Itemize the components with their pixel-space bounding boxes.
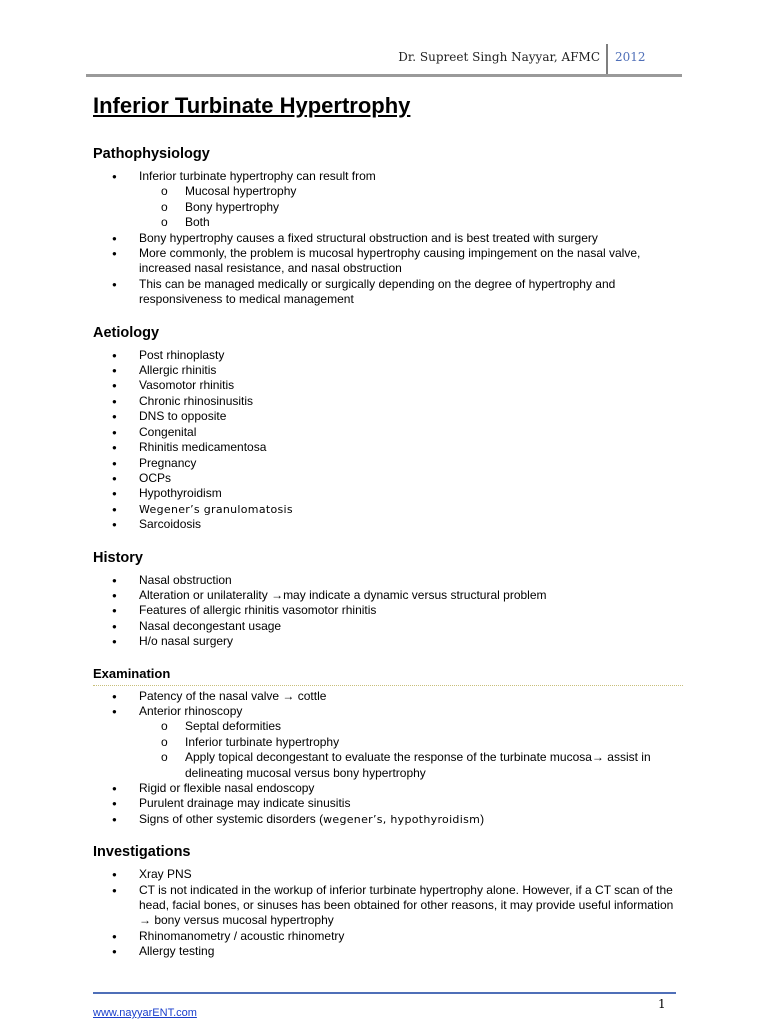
list-item: ● Anterior rhinoscopy o Septal deformities o Inferior turbinate hypertrophy o Apply topical decongestant to evaluate the response of the turbinate mucosa→ assist in delineating mucosal versus bony hypertrophy — [93, 704, 683, 781]
document-body — [93, 92, 683, 975]
bullet-icon: ● — [112, 885, 117, 895]
bullet-icon: ● — [112, 473, 117, 483]
list-item: ● Rhinitis medicamentosa — [112, 440, 267, 455]
list-item: ● H/o nasal surgery — [112, 634, 234, 649]
sublist-item: o Apply topical decongestant to evaluate the response of the turbinate mucosa→ assist in delineating mucosal versus bony hypertrophy — [161, 750, 651, 780]
list-item: ● Inferior turbinate hypertrophy can result from o Mucosal hypertrophy o Bony hypertrophy o Both — [93, 169, 683, 231]
list-item: ● Alteration or unilaterality →may indicate a dynamic versus structural problem — [112, 587, 547, 602]
bullet-icon: ● — [112, 870, 117, 880]
circle-bullet-icon: o — [161, 734, 168, 749]
bullet-icon: ● — [112, 350, 117, 360]
list-item: ● Signs of other systemic disorders (wegener’s, hypothyroidism) — [112, 811, 485, 826]
bullet-icon: ● — [112, 606, 117, 616]
bullet-icon: ● — [112, 396, 117, 406]
bullet-icon: ● — [112, 814, 117, 824]
page-title: Inferior Turbinate Hypertrophy — [93, 93, 411, 118]
list-item: ● Features of allergic rhinitis vasomotor rhinitis — [112, 603, 377, 618]
list-item: ● Patency of the nasal valve → cottle — [112, 688, 327, 703]
bullet-icon: ● — [112, 279, 117, 289]
sublist-item: o Bony hypertrophy — [161, 199, 280, 214]
circle-bullet-icon: o — [161, 719, 168, 734]
list-item: ● Nasal obstruction — [112, 572, 232, 587]
list-item: ● OCPs — [112, 470, 172, 485]
bullet-icon: ● — [112, 575, 117, 585]
bullet-icon: ● — [112, 489, 117, 499]
bullet-icon: ● — [112, 706, 117, 716]
bullet-icon: ● — [112, 172, 117, 181]
circle-bullet-icon: o — [161, 199, 168, 214]
list-item: ● Sarcoidosis — [112, 517, 202, 532]
list-item: ● Post rhinoplasty — [112, 347, 225, 362]
list-item: ● Allergic rhinitis — [112, 363, 217, 378]
list-item: ● More commonly, the problem is mucosal hypertrophy causing impingement on the nasal valve, increased nasal resistance, and nasal obstruction — [112, 246, 641, 276]
list-item: ● DNS to opposite — [112, 409, 227, 424]
aetiology-list — [93, 348, 683, 533]
bullet-icon: ● — [112, 504, 117, 514]
bullet-icon: ● — [112, 458, 117, 468]
dotted-divider — [93, 685, 683, 686]
list-item: ● Rhinomanometry / acoustic rhinometry — [112, 928, 345, 943]
header-year: 2012 — [615, 50, 646, 64]
circle-bullet-icon: o — [161, 184, 168, 199]
bullet-icon: ● — [112, 233, 117, 243]
sublist-item: o Both — [161, 215, 210, 230]
bullet-icon: ● — [112, 381, 117, 391]
circle-bullet-icon: o — [161, 750, 168, 765]
bullet-icon: ● — [112, 443, 117, 453]
list-item: ● Bony hypertrophy causes a fixed structural obstruction and is best treated with surgery — [112, 230, 598, 245]
sublist-item: o Septal deformities — [161, 719, 282, 734]
examination-list — [93, 689, 683, 828]
bullet-icon: ● — [112, 520, 117, 530]
bullet-icon: ● — [112, 947, 117, 957]
section-heading-pathophysiology: Pathophysiology — [93, 146, 210, 162]
list-item: ● This can be managed medically or surgically depending on the degree of hypertrophy and responsiveness to medical management — [112, 276, 616, 307]
list-item: ● Hypothyroidism — [112, 486, 222, 501]
page-number: 1 — [658, 997, 666, 1011]
bullet-icon: ● — [112, 621, 117, 631]
sublist — [139, 184, 683, 230]
circle-bullet-icon: o — [161, 215, 168, 230]
bullet-icon: ● — [112, 799, 117, 809]
bullet-icon: ● — [112, 590, 117, 600]
list-item: ● Vasomotor rhinitis — [112, 378, 235, 393]
header-author: Dr. Supreet Singh Nayyar, AFMC — [398, 50, 600, 64]
sublist-item: o Mucosal hypertrophy — [161, 184, 297, 199]
pathophysiology-list — [93, 169, 683, 308]
sublist — [139, 719, 683, 781]
section-heading-examination: Examination — [93, 665, 171, 681]
bullet-icon: ● — [112, 637, 117, 647]
bullet-icon: ● — [112, 784, 117, 793]
list-item: ● Purulent drainage may indicate sinusitis — [112, 796, 351, 811]
bullet-icon: ● — [112, 427, 117, 437]
list-item: ● Pregnancy — [112, 455, 197, 470]
list-item: ● CT is not indicated in the workup of inferior turbinate hypertrophy alone. However, if a CT scan of the head, facial bones, or sinuses has been obtained for other reasons, it may provide useful information → bony versus mucosal hypertrophy — [112, 882, 674, 928]
bullet-icon: ● — [112, 412, 117, 422]
footer-divider — [93, 992, 676, 994]
section-heading-history: History — [93, 549, 143, 566]
footer-website-link[interactable]: www.nayyarENT.com — [93, 1007, 197, 1019]
list-item: ● Wegener’s granulomatosis — [112, 502, 293, 516]
list-item: ● Rigid or flexible nasal endoscopy — [112, 781, 315, 795]
list-item: ● Chronic rhinosinusitis — [112, 393, 254, 408]
history-list — [93, 573, 683, 650]
section-heading-aetiology: Aetiology — [93, 324, 160, 341]
bullet-icon: ● — [112, 249, 117, 259]
bullet-icon: ● — [112, 366, 117, 376]
investigations-list — [93, 867, 683, 959]
bullet-icon: ● — [112, 931, 117, 941]
bullet-icon: ● — [112, 691, 117, 701]
list-item: ● Congenital — [112, 424, 197, 439]
page-header — [86, 44, 682, 77]
list-item: ● Nasal decongestant usage — [112, 618, 282, 633]
list-item: ● Xray PNS — [112, 867, 192, 882]
section-heading-investigations: Investigations — [93, 844, 191, 861]
list-item: ● Allergy testing — [112, 944, 215, 959]
sublist-item: o Inferior turbinate hypertrophy — [161, 734, 340, 749]
header-divider — [606, 44, 608, 74]
